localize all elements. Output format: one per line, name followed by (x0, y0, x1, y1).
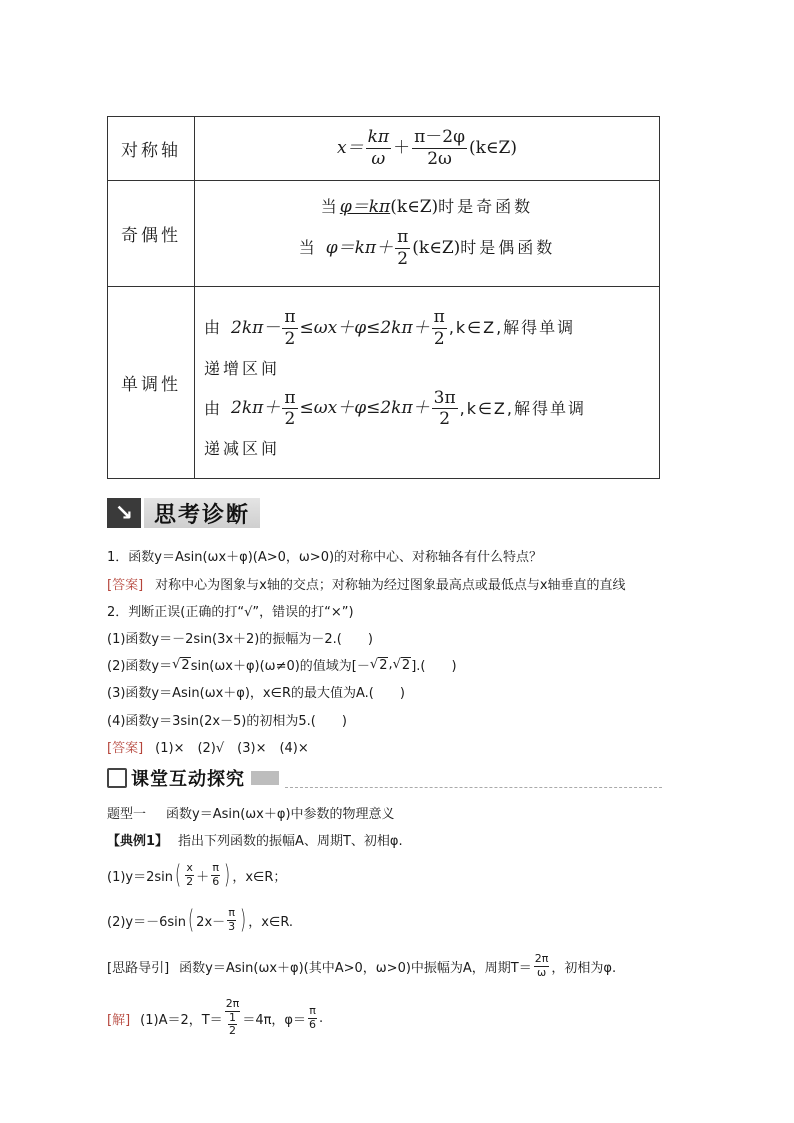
section-title-thinking: 思考诊断 (144, 498, 260, 528)
table-row-parity (108, 181, 660, 287)
decreasing-interval-label: 递减区间 (204, 438, 281, 458)
item-3: (3)函数y＝Asin(ωx＋φ)，x∈R的最大值为A.( ) (107, 686, 405, 701)
increasing-interval-label: 递增区间 (204, 358, 281, 378)
example-1-heading: 【典例1】 指出下列函数的振幅A、周期T、初相φ. (107, 834, 403, 849)
row-header-symmetry-axis: 对称轴 (108, 117, 195, 181)
arrow-down-right-icon: ↘ (107, 498, 141, 528)
answer-1 (107, 574, 626, 593)
solution: [解] (1)A＝2，T＝ $\frac{2\pi}{\frac{1}{2}}$ ＝4π，φ＝ $\frac{\pi}{6}$ . (107, 997, 324, 1038)
item-4: (4)函数y＝3sin(2x－5)的初相为5.( ) (107, 714, 347, 729)
row-header-parity: 奇偶性 (108, 181, 195, 287)
monotonicity-content (195, 287, 660, 479)
answer-2 (107, 737, 309, 756)
banner-grey-bar (251, 771, 279, 785)
section-banner-thinking (107, 497, 260, 529)
answer-2-text: (1)× (2)√ (3)× (4)× (155, 741, 309, 756)
question-1: 1．函数y＝Asin(ωx＋φ)(A>0，ω>0)的对称中心、对称轴各有什么特点？ (107, 550, 543, 565)
properties-table (107, 116, 660, 479)
table-row-symmetry-axis (108, 117, 660, 181)
item-2: (2)函数y＝ √ 2 sin(ωx＋φ)(ω≠0)的值域为[－ √ 2 , √ 2 ].( ) (107, 657, 457, 674)
increasing-condition: 由 2kπ－ $\frac{\pi}{2}$ ≤ωx＋φ≤2kπ＋ $\frac{\pi}{2}$ ,k∈Z,解得单调 (204, 307, 576, 349)
row-header-monotonicity: 单调性 (108, 287, 195, 479)
question-type-heading: 题型一 函数y＝Asin(ωx＋φ)中参数的物理意义 (107, 807, 395, 822)
answer-1-text: 对称中心为图象与x轴的交点；对称轴为经过图象最高点或最低点与x轴垂直的直线 (155, 578, 626, 593)
section-square-icon (107, 768, 127, 788)
section-banner-interactive (107, 766, 662, 790)
parity-content (195, 181, 660, 287)
item-1: (1)函数y＝－2sin(3x＋2)的振幅为－2.( ) (107, 632, 373, 647)
example-1-part-1: (1)y＝2sin ( $\frac{x}{2}$ ＋ $\frac{\pi}{6}$ ) ，x∈R； (107, 860, 287, 890)
table-row-monotonicity (108, 287, 660, 479)
question-2: 2．判断正误(正确的打“√”，错误的打“×”) (107, 605, 354, 620)
example-1-part-2: (2)y＝－6sin ( 2x－ $\frac{\pi}{3}$ ) ，x∈R. (107, 905, 294, 935)
answer-tag: [答案] (107, 741, 144, 756)
answer-tag: [答案] (107, 578, 144, 593)
banner-divider (285, 787, 662, 788)
solution-guide: [思路导引] 函数y＝Asin(ωx＋φ)(其中A>0，ω>0)中振幅为A，周期T＝ $\frac{2\pi}{\omega}$ ，初相为φ. (107, 951, 617, 979)
parity-even-line: 当 φ＝kπ＋ $\frac{\pi}{2}$ (k∈Z) 时是偶函数 (298, 226, 556, 269)
symmetry-axis-formula: x＝ $\frac{k\pi}{\omega}$ ＋ $\frac{\pi-2\varphi}{2\omega}$ (k∈Z) (195, 117, 660, 181)
parity-odd-line: 当 φ＝kπ (k∈Z) 时是奇函数 (320, 196, 534, 217)
section-title-interactive: 课堂互动探究 (131, 769, 245, 790)
decreasing-condition: 由 2kπ＋ $\frac{\pi}{2}$ ≤ωx＋φ≤2kπ＋ $\frac{3\pi}{2}$ ,k∈Z,解得单调 (204, 387, 586, 430)
